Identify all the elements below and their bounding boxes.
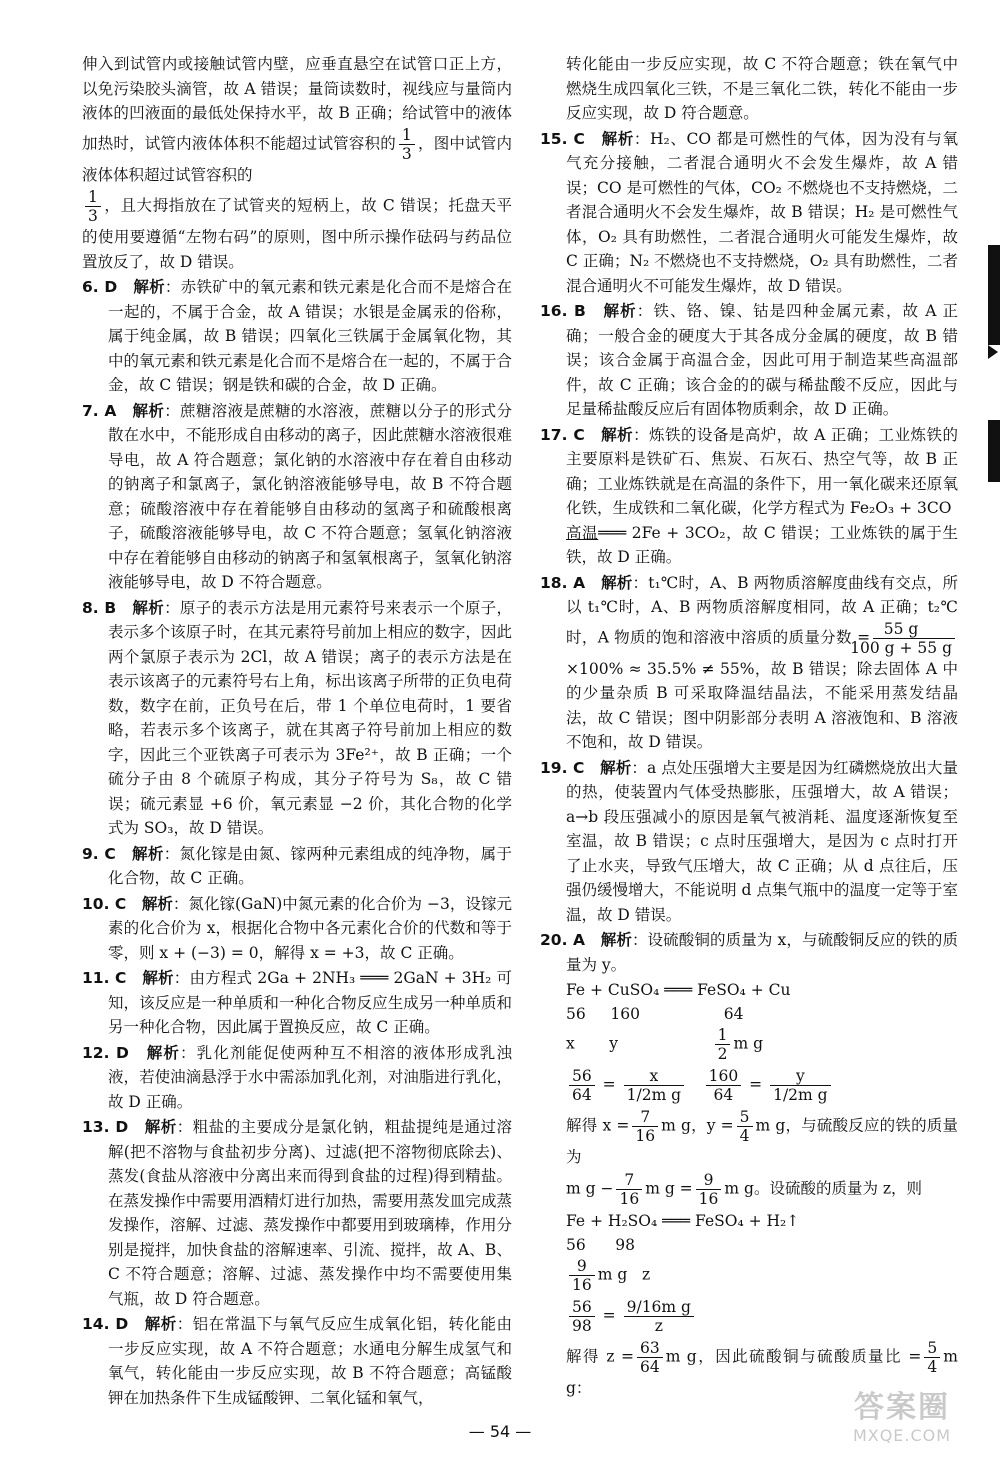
fraction: $\frac{55 g}{100 g + 55 g}$ [873,620,955,657]
fraction: $\frac{7}{16}$ [616,1171,642,1208]
fraction: $\frac{7}{16}$ [632,1108,658,1145]
paragraph: 转化能由一步反应实现，故 C 不符合题意；铁在氧气中燃烧生成四氧化三铁，不是三氧化二铁，转化不能由一步反应实现，故 D 符合题意。 [566,55,958,122]
ratio-equations: $\frac{56}{64}$ = $\frac{x}{\text{1/2m g}}$ $\frac{160}{64}$ = $\frac{y}{\text{1/2m g}}$ [566,1067,958,1104]
answer-12: 12. D 解析：乳化剂能促使两种互不相溶的液体形成乳浊液，若使油滴悬浮于水中需添加乳化剂，对油脂进行乳化，故 D 正确。 [82,1043,512,1111]
answer-16: 16. B 解析：铁、铬、镍、钴是四种金属元素，故 A 正确；一般合金的硬度大于其各成分金属的硬度，故 B 错误；该合金属于高温合金，因此可用于制造某些高温部件，故 C 正确；该合金的的碳与稀盐酸不反应，因此与足量稀盐酸反应后有固体物质剩余，故 D 正确。 [540,302,958,418]
answer-8: 8. B 解析：原子的表示方法是用元素符号来表示一个原子，表示多个该原子时，在其元素符号前加上相应的数字，因此两个氯原子表示为 2Cl，故 A 错误；离子的表示方法是在表示该离子的元素符号右上角，标出该离子所带的正负电荷数，数字在前，正负号在后，带 1 个单位电荷时，1 要省略，若表示多个该离子，就在其离子符号前加上相应的数字，因此三个亚铁离子可表示为 3Fe²⁺，故 B 正确；一个硫分子由 8 个硫原子构成，其分子符号为 S₈，故 C 错误；硫元素显 +6 价，氧元素显 −2 价，其化合物的化学式为 SO₃，故 D 错误。 [82,598,512,837]
side-tab-bar-top [988,245,1000,345]
answer-10: 10. C 解析：氮化镓(GaN)中氮元素的化合价为 −3，设镓元素的化合价为 x，根据化合物中各元素化合价的代数和等于零，则 x + (−3) = 0，解得 x = +3，故 C 正确。 [82,894,512,962]
fraction: $\frac{\text{9/16m g}}{z}$ [624,1298,694,1335]
right-column [540,52,958,1401]
equation-1-masses: 56 160 64 [566,1005,744,1023]
watermark-logo: 答案圈 [854,1390,950,1425]
page-number: — 54 — [468,1422,532,1441]
watermark [822,1390,982,1460]
answer-9: 9. C 解析：氮化镓是由氮、镓两种元素组成的纯净物，属于化合物，故 C 正确。 [82,844,512,887]
equation-1: Fe + CuSO₄ ═══ FeSO₄ + Cu [566,981,791,999]
ratio-equation-3: $\frac{56}{98}$ = $\frac{\text{9/16m g}}{z}$ [566,1298,958,1335]
answer-13: 13. D 解析：粗盐的主要成分是氯化钠，粗盐提纯是通过溶解(把不溶物与食盐初步分离)、过滤(把不溶物彻底除去)、蒸发(食盐从溶液中分离出来而得到食盐的过程)得到精盐。在蒸发操作中需要用酒精灯进行加热，需要用蒸发皿完成蒸发操作，溶解、过滤、蒸发操作中都要用到玻璃棒，作用分别是搅拌，加快食盐的溶解速率、引流、搅拌，故 A、B、C 不符合题意；溶解、过滤、蒸发操作中均不需要使用集气瓶，故 D 符合题意。 [82,1118,512,1308]
answer-14: 14. D 解析：铝在常温下与氧气反应生成氧化铝，转化能由一步反应实现，故 A 不符合题意；水通电分解生成氢气和氧气，转化能由一步反应实现，故 B 不符合题意；高锰酸钾在加热条件下生成锰酸钾、二氧化锰和氧气， [82,1315,512,1407]
fraction: $\frac{1}{3}$ [85,188,101,225]
paragraph: $\frac{1}{3}$ ，且大拇指放在了试管夹的短柄上，故 C 错误；托盘天平的使用要遵循“左物右码”的原则，图中所示操作砝码与药品位置放反了，故 D 错误。 [82,188,512,271]
solution-2: m g − $\frac{7}{16}$ m g = $\frac{9}{16}$ m g。设硫酸的质量为 z，则 [566,1170,923,1208]
answer-7: 7. A 解析：蔗糖溶液是蔗糖的水溶液，蔗糖以分子的形式分散在水中，不能形成自由移动的离子，因此蔗糖水溶液很难导电，故 A 符合题意；氯化钠的水溶液中存在着自由移动的钠离子和氯离子，氯化钠溶液能够导电，故 B 不符合题意；硫酸溶液中存在着能够自由移动的氢离子和硫酸根离子，硫酸溶液能够导电，故 C 不符合题意；氢氧化钠溶液中存在着能够自由移动的钠离子和氢氧根离子，氢氧化钠溶液能够导电，故 D 不符合题意。 [82,401,512,591]
fraction: $\frac{5}{4}$ [737,1108,753,1145]
left-column [82,52,512,1411]
fraction: $\frac{9}{16}$ [569,1257,595,1294]
answer-6: 6. D 解析：赤铁矿中的氧元素和铁元素是化合而不是熔合在一起的，不属于合金，故 A 错误；水银是金属汞的俗称，属于纯金属，故 B 错误；四氧化三铁属于金属氧化物，其中的氧元素和铁元素是化合而不是熔合在一起的，不属于合金，故 C 错误；钢是铁和碳的合金，故 D 正确。 [82,278,512,394]
equation-1-unknowns: x y $\frac{1}{2}$ m g [566,1026,764,1063]
calculation [540,978,958,1400]
fraction: $\frac{1}{3}$ [399,126,415,163]
fraction: $\frac{56}{64}$ [569,1067,595,1104]
fraction: $\frac{x}{\text{1/2m g}}$ [624,1067,685,1104]
fraction: $\frac{9}{16}$ [696,1171,722,1208]
fraction: $\frac{160}{64}$ [706,1067,742,1104]
answer-11: 11. C 解析：由方程式 2Ga + 2NH₃ ═══ 2GaN + 3H₂ 可知，该反应是一种单质和一种化合物反应生成另一种单质和另一种化合物，因此属于置换反应，故 C 正确。 [82,969,512,1036]
equation-2: Fe + H₂SO₄ ═══ FeSO₄ + H₂↑ [566,1211,800,1230]
side-tab-bar-bottom [988,420,1000,482]
fraction: $\frac{63}{64}$ [637,1339,663,1376]
equation-2-masses: 56 98 [566,1235,636,1254]
solution-3: 解得 z = $\frac{63}{64}$ m g，因此硫酸铜与硫酸质量比 = $\frac{5}{4}$ m g： [566,1338,958,1397]
watermark-url: MXQE.COM [852,1426,952,1445]
answer-19: 19. C 解析：a 点处压强增大主要是因为红磷燃烧放出大量的热，使装置内气体受热膨胀，压强增大，故 A 错误；a→b 段压强减小的原因是氧气被消耗、温度逐渐恢复至室温，故 B 错误；c 点时压强增大，是因为 c 点时打开了止水夹，导致气压增大，故 C 正确；从 d 点往后，压强仍缓慢增大，不能说明 d 点集气瓶中的温度一定等于室温，故 D 错误。 [540,758,958,924]
answer-17: 17. C 解析：炼铁的设备是高炉，故 A 正确；工业炼铁的主要原料是铁矿石、焦炭、石灰石、热空气等，故 B 正确；工业炼铁就是在高温的条件下，用一氧化碳来还原氧化铁，生成铁和二氧化碳，化学方程式为 Fe₂O₃ + 3CO 高温═══ 2Fe + 3CO₂，故 C 错误；工业炼铁的属于生铁，故 D 正确。 [540,425,958,566]
paragraph: 伸入到试管内或接触试管内壁，应垂直悬空在试管口正上方，以免污染胶头滴管，故 A 错误；量筒读数时，视线应与量筒内液体的凹液面的最低处保持水平，故 B 正确；给试管中的液体加热时，试管内液体体积不能超过试管容积的 $\frac{1}{3}$ ，图中试管内液体体积超过试管容积的 [82,55,512,184]
fraction: $\frac{56}{98}$ [569,1298,595,1335]
fraction: $\frac{1}{2}$ [715,1026,731,1063]
solution-1: 解得 x = $\frac{7}{16}$ m g，y = $\frac{5}{4}$ m g，与硫酸反应的铁的质量为 [566,1108,958,1166]
fraction: $\frac{y}{\text{1/2m g}}$ [770,1067,831,1104]
fraction: $\frac{5}{4}$ [924,1339,940,1376]
answer-18: 18. A 解析：t₁℃时，A、B 两物质溶解度曲线有交点，所以 t₁℃时，A、B 两物质溶解度相同，故 A 正确；t₂℃时，A 物质的饱和溶液中溶质的质量分数 = $\frac{55 g}{100 g + 55 g}$ ×100% ≈ 35.5% ≠ 55%，故 B 错误；除去固体 A 中的少量杂质 B 可采取降温结晶法，不能采用蒸发结晶法，故 C 错误；图中阴影部分表明 A 溶液饱和、B 溶液不饱和，故 D 错误。 [540,573,958,751]
answer-15: 15. C 解析：H₂、CO 都是可燃性的气体，因为没有与氧气充分接触，二者混合通明火不会发生爆炸，故 A 错误；CO 是可燃性的气体，CO₂ 不燃烧也不支持燃烧，二者混合通明火不会发生爆炸，故 B 错误；H₂ 是可燃性气体，O₂ 具有助燃性，二者混合通明火可能发生爆炸，故 C 正确；N₂ 不燃烧也不支持燃烧，O₂ 具有助燃性，二者混合通明火不可能发生爆炸，故 D 错误。 [540,129,958,295]
side-tab-arrow [988,345,998,359]
answer-20: 20. A 解析：设硫酸铜的质量为 x，与硫酸铜反应的铁的质量为 y。 [540,931,958,974]
equation-2-unknowns: $\frac{9}{16}$ m g z [566,1257,958,1294]
